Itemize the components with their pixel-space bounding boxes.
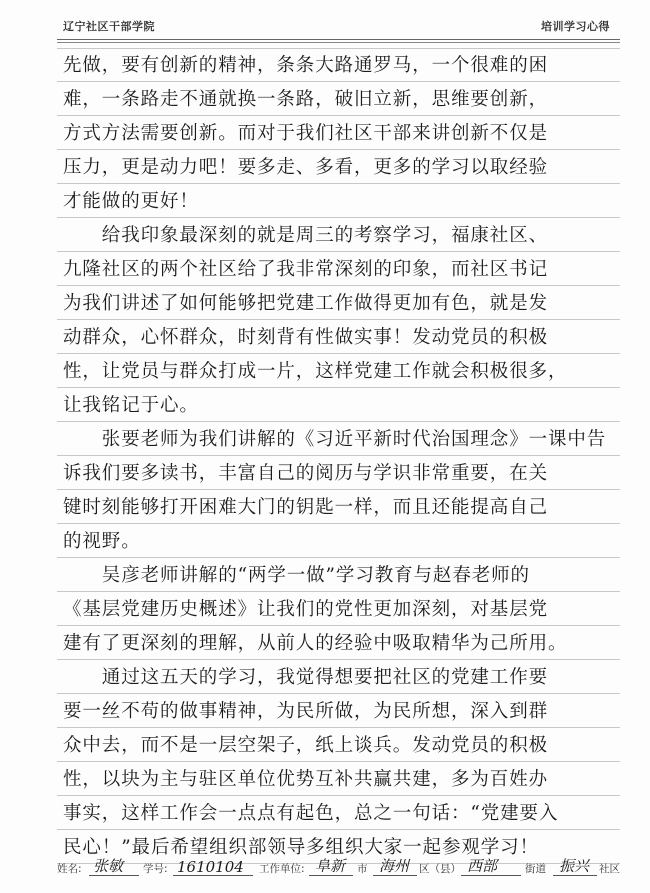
ruled-row	[57, 48, 620, 82]
student-id-value: 1610104	[177, 858, 244, 876]
handwritten-line: 吴彦老师讲解的“两学一做”学习教育与赵春老师的	[63, 565, 530, 586]
ruled-row	[57, 490, 620, 524]
ruled-row	[57, 354, 620, 388]
ruled-row	[57, 150, 620, 184]
header-divider	[57, 39, 620, 40]
street-value: 西部	[467, 857, 498, 875]
handwritten-line: 诉我们要多读书，丰富自己的阅历与学识非常重要，在关	[63, 463, 549, 484]
name-label: 姓名:	[57, 863, 82, 875]
ruled-row	[57, 558, 620, 592]
name-value: 张敏	[93, 857, 124, 875]
ruled-row	[57, 388, 620, 422]
handwritten-line: 让我铭记于心。	[63, 395, 199, 416]
header-divider-thin	[57, 42, 620, 43]
ruled-row	[57, 694, 620, 728]
city-underline	[309, 875, 353, 876]
handwritten-line: 民心！”最后希望组织部领导多组织大家一起参观学习！	[63, 837, 539, 858]
district-value: 海州	[379, 857, 410, 875]
student-id-underline	[173, 875, 253, 876]
document-type-header: 培训学习心得	[541, 20, 610, 33]
ruled-row	[57, 762, 620, 796]
handwritten-line: 压力，更是动力吧！要多走、多看，更多的学习以取经验	[63, 157, 549, 178]
work-unit-label: 工作单位:	[259, 863, 305, 875]
ruled-writing-area	[57, 48, 620, 864]
ruled-row	[57, 524, 620, 558]
city-value: 阜新	[315, 857, 346, 875]
ruled-row	[57, 116, 620, 150]
ruled-row	[57, 82, 620, 116]
ruled-row	[57, 218, 620, 252]
ruled-row	[57, 184, 620, 218]
city-suffix: 市	[357, 863, 368, 875]
handwritten-line: 方式方法需要创新。而对于我们社区干部来讲创新不仅是	[63, 123, 549, 144]
handwritten-line: 通过这五天的学习，我觉得想要把社区的党建工作要	[63, 667, 549, 688]
name-underline	[89, 875, 139, 876]
handwritten-line: 的视野。	[63, 531, 141, 552]
handwritten-line: 为我们讲述了如何能够把党建工作做得更加有色，就是发	[63, 293, 549, 314]
street-suffix: 街道	[525, 863, 546, 875]
handwritten-line: 众中去，而不是一层空架子，纸上谈兵。发动党员的积极	[63, 735, 549, 756]
ruled-row	[57, 320, 620, 354]
handwritten-line: 先做，要有创新的精神，条条大路通罗马，一个很难的困	[63, 55, 549, 76]
handwritten-line: 事实，这样工作会一点点有起色，总之一句话：“党建要入	[63, 803, 559, 824]
handwritten-line: 性，以块为主与驻区单位优势互补共赢共建，多为百姓办	[63, 769, 549, 790]
handwritten-line: 要一丝不苟的做事精神，为民所做，为民所想，深入到群	[63, 701, 549, 722]
community-value: 振兴	[559, 857, 590, 875]
handwritten-line: 才能做的更好！	[63, 191, 199, 212]
ruled-row	[57, 660, 620, 694]
handwritten-line: 难，一条路走不通就换一条路，破旧立新，思维要创新，	[63, 89, 549, 110]
ruled-row	[57, 422, 620, 456]
footer-info	[57, 857, 620, 879]
handwritten-line: 键时刻能够打开困难大门的钥匙一样，而且还能提高自己	[63, 497, 549, 518]
ruled-row	[57, 626, 620, 660]
handwritten-line: 建有了更深刻的理解，从前人的经验中吸取精华为己所用。	[63, 633, 568, 654]
district-underline	[373, 875, 417, 876]
ruled-row	[57, 592, 620, 626]
ruled-row	[57, 796, 620, 830]
ruled-row	[57, 456, 620, 490]
handwritten-line: 给我印象最深刻的就是周三的考察学习，福康社区、	[63, 225, 549, 246]
handwritten-line: 九隆社区的两个社区给了我非常深刻的印象，而社区书记	[63, 259, 549, 280]
district-suffix: 区（县）	[419, 863, 461, 875]
community-underline	[553, 875, 597, 876]
handwritten-line: 张要老师为我们讲解的《习近平新时代治国理念》一课中告	[63, 429, 607, 450]
handwritten-line: 《基层党建历史概述》让我们的党性更加深刻，对基层党	[63, 599, 549, 620]
community-suffix: 社区	[599, 863, 620, 875]
institution-header: 辽宁社区干部学院	[63, 20, 155, 33]
handwritten-line: 性，让党员与群众打成一片，这样党建工作就会积极很多，	[63, 361, 568, 382]
street-underline	[461, 875, 521, 876]
handwritten-line: 动群众，心怀群众，时刻背有性做实事！发动党员的积极	[63, 327, 549, 348]
ruled-row	[57, 286, 620, 320]
student-id-label: 学号:	[143, 863, 168, 875]
ruled-row	[57, 252, 620, 286]
ruled-row	[57, 728, 620, 762]
